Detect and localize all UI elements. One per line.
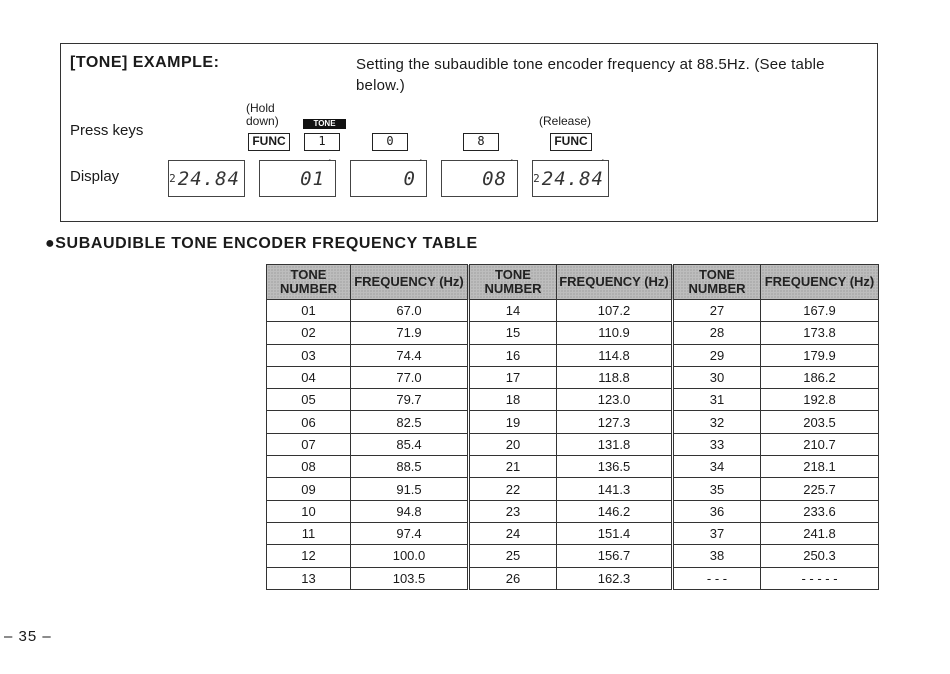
tone-number-cell: 38 — [673, 545, 761, 567]
lcd-value: 08 — [482, 167, 507, 190]
lcd-prefix: 2 — [169, 172, 177, 185]
frequency-cell: 110.9 — [557, 322, 673, 344]
frequency-cell: 146.2 — [557, 500, 673, 522]
tone-number-cell: 02 — [267, 322, 351, 344]
frequency-cell: 74.4 — [351, 344, 469, 366]
lcd-prefix: 2 — [533, 172, 541, 185]
frequency-cell: 127.3 — [557, 411, 673, 433]
table-row — [267, 545, 879, 567]
header-frequency: FREQUENCY (Hz) — [351, 265, 469, 300]
lcd-display-after-0 — [350, 160, 427, 197]
frequency-cell: 192.8 — [761, 389, 879, 411]
lcd-value: 24.84 — [541, 167, 604, 190]
frequency-cell: 210.7 — [761, 433, 879, 455]
frequency-cell: 88.5 — [351, 456, 469, 478]
frequency-cell: 97.4 — [351, 522, 469, 544]
frequency-cell: 91.5 — [351, 478, 469, 500]
tone-number-cell: 34 — [673, 456, 761, 478]
tone-number-cell: 24 — [469, 522, 557, 544]
tone-number-cell: 21 — [469, 456, 557, 478]
table-header-row — [267, 265, 879, 300]
table-row — [267, 389, 879, 411]
frequency-cell: 123.0 — [557, 389, 673, 411]
frequency-cell: 151.4 — [557, 522, 673, 544]
hold-down-note: (Hold down) — [246, 101, 279, 128]
func-key-release: FUNC — [550, 133, 592, 151]
tone-number-cell: 28 — [673, 322, 761, 344]
tone-number-cell: 27 — [673, 300, 761, 322]
table-row — [267, 322, 879, 344]
tone-number-cell: 19 — [469, 411, 557, 433]
tone-number-cell: - - - — [673, 567, 761, 589]
table-row — [267, 344, 879, 366]
frequency-cell: 94.8 — [351, 500, 469, 522]
lcd-display-initial — [168, 160, 245, 197]
lcd-display-after-8 — [441, 160, 518, 197]
table-row — [267, 500, 879, 522]
frequency-cell: 107.2 — [557, 300, 673, 322]
frequency-cell: 250.3 — [761, 545, 879, 567]
frequency-cell: 141.3 — [557, 478, 673, 500]
table-row — [267, 300, 879, 322]
key-0: 0 — [372, 133, 408, 151]
tone-number-cell: 07 — [267, 433, 351, 455]
frequency-cell: 203.5 — [761, 411, 879, 433]
example-title: [TONE] EXAMPLE: — [70, 54, 220, 71]
table-row — [267, 456, 879, 478]
tone-number-cell: 31 — [673, 389, 761, 411]
frequency-cell: 167.9 — [761, 300, 879, 322]
frequency-cell: 82.5 — [351, 411, 469, 433]
tone-number-cell: 32 — [673, 411, 761, 433]
tone-number-cell: 03 — [267, 344, 351, 366]
tone-number-cell: 06 — [267, 411, 351, 433]
tone-example-box — [60, 43, 878, 222]
page-number: – 35 – — [4, 628, 52, 645]
tone-number-cell: 09 — [267, 478, 351, 500]
frequency-cell: 114.8 — [557, 344, 673, 366]
table-row — [267, 433, 879, 455]
table-row — [267, 522, 879, 544]
release-note: (Release) — [539, 114, 592, 128]
lcd-value: 24.84 — [177, 167, 240, 190]
tone-key-tag: TONE — [303, 119, 346, 129]
tone-number-cell: 16 — [469, 344, 557, 366]
frequency-cell: 173.8 — [761, 322, 879, 344]
frequency-cell: 71.9 — [351, 322, 469, 344]
frequency-cell: 100.0 — [351, 545, 469, 567]
lcd-display-tone-mode — [259, 160, 336, 197]
tone-number-cell: 12 — [267, 545, 351, 567]
tone-frequency-table — [266, 264, 879, 590]
tone-number-cell: 23 — [469, 500, 557, 522]
frequency-cell: 186.2 — [761, 366, 879, 388]
frequency-cell: 67.0 — [351, 300, 469, 322]
table-row — [267, 366, 879, 388]
tone-number-cell: 33 — [673, 433, 761, 455]
tone-number-cell: 08 — [267, 456, 351, 478]
header-tone-number: TONE NUMBER — [673, 265, 761, 300]
tone-number-cell: 13 — [267, 567, 351, 589]
display-label: Display — [70, 168, 120, 185]
frequency-cell: 79.7 — [351, 389, 469, 411]
frequency-cell: 77.0 — [351, 366, 469, 388]
tone-number-cell: 36 — [673, 500, 761, 522]
frequency-cell: 225.7 — [761, 478, 879, 500]
tone-number-cell: 14 — [469, 300, 557, 322]
frequency-cell: 162.3 — [557, 567, 673, 589]
example-description: Setting the subaudible tone encoder frequency at 88.5Hz. (See table below.) — [356, 56, 825, 94]
frequency-cell: 118.8 — [557, 366, 673, 388]
tone-number-cell: 20 — [469, 433, 557, 455]
header-tone-number: TONE NUMBER — [469, 265, 557, 300]
tone-number-cell: 26 — [469, 567, 557, 589]
header-frequency: FREQUENCY (Hz) — [557, 265, 673, 300]
frequency-cell: - - - - - — [761, 567, 879, 589]
lcd-value: 0 — [403, 167, 416, 190]
lcd-tick-mark: ´ — [598, 159, 606, 170]
lcd-tick-mark: ´ — [416, 159, 424, 170]
tone-number-cell: 25 — [469, 545, 557, 567]
table-row — [267, 411, 879, 433]
frequency-cell: 218.1 — [761, 456, 879, 478]
tone-number-cell: 15 — [469, 322, 557, 344]
tone-number-cell: 29 — [673, 344, 761, 366]
tone-number-cell: 01 — [267, 300, 351, 322]
header-tone-number: TONE NUMBER — [267, 265, 351, 300]
lcd-value: 01 — [300, 167, 325, 190]
tone-number-cell: 37 — [673, 522, 761, 544]
frequency-cell: 179.9 — [761, 344, 879, 366]
lcd-tick-mark: ´ — [325, 159, 333, 170]
key-8: 8 — [463, 133, 499, 151]
func-key-press: FUNC — [248, 133, 290, 151]
tone-number-cell: 17 — [469, 366, 557, 388]
tone-number-cell: 35 — [673, 478, 761, 500]
frequency-cell: 241.8 — [761, 522, 879, 544]
tone-number-cell: 18 — [469, 389, 557, 411]
frequency-cell: 85.4 — [351, 433, 469, 455]
tone-number-cell: 05 — [267, 389, 351, 411]
lcd-tick-mark: ´ — [507, 159, 515, 170]
press-keys-label: Press keys — [70, 122, 144, 139]
frequency-cell: 233.6 — [761, 500, 879, 522]
tone-number-cell: 30 — [673, 366, 761, 388]
tone-number-cell: 22 — [469, 478, 557, 500]
header-frequency: FREQUENCY (Hz) — [761, 265, 879, 300]
key-1: 1 — [304, 133, 340, 151]
frequency-cell: 103.5 — [351, 567, 469, 589]
frequency-cell: 136.5 — [557, 456, 673, 478]
tone-number-cell: 11 — [267, 522, 351, 544]
table-row — [267, 478, 879, 500]
table-body — [267, 300, 879, 590]
lcd-display-final — [532, 160, 609, 197]
frequency-cell: 156.7 — [557, 545, 673, 567]
tone-number-cell: 04 — [267, 366, 351, 388]
frequency-cell: 131.8 — [557, 433, 673, 455]
frequency-table-heading: ●SUBAUDIBLE TONE ENCODER FREQUENCY TABLE — [45, 235, 478, 252]
tone-number-cell: 10 — [267, 500, 351, 522]
table-row — [267, 567, 879, 589]
